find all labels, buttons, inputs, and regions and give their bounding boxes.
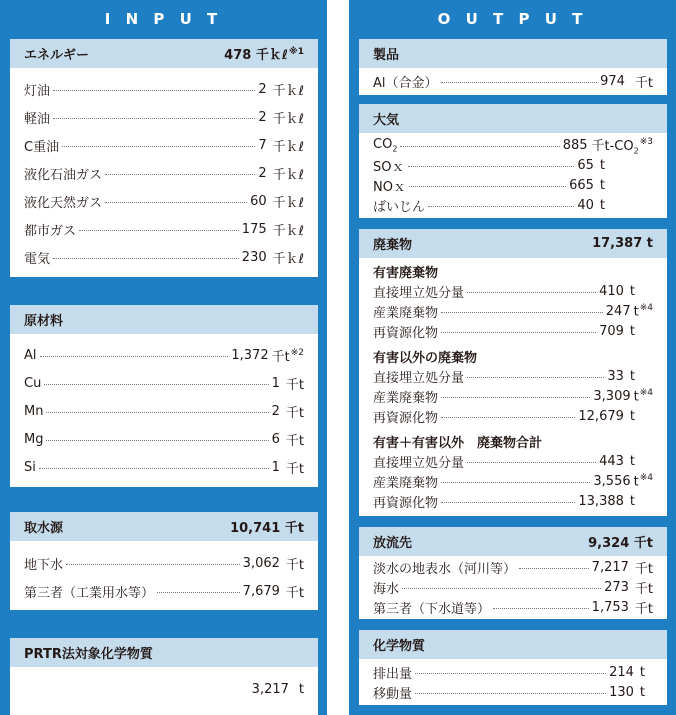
air-row: NOｘ 665 t — [373, 177, 605, 195]
waste-row: 直接埋立処分量 443 t — [373, 453, 635, 471]
waste-row: 直接埋立処分量 410 t — [373, 283, 635, 301]
waste-row: 直接埋立処分量 33 t — [373, 368, 635, 386]
energy-row: C重油 7 千ｋℓ — [24, 137, 304, 155]
waste-group-title: 有害以外の廃棄物 — [373, 350, 478, 366]
chemicals-row: 移動量 130 t — [373, 684, 645, 702]
discharge-total: 9,324 千t — [588, 536, 653, 551]
air-row: ばいじん 40 t — [373, 197, 605, 215]
waste-group-title: 有害廃棄物 — [373, 265, 439, 281]
waste-row: 再資源化物 13,388 t — [373, 493, 635, 511]
discharge-card — [359, 527, 667, 619]
energy-card — [10, 39, 318, 277]
discharge-header — [359, 527, 667, 556]
waste-title: 廃棄物 — [373, 238, 413, 253]
materials-title: 原材料 — [24, 314, 64, 329]
material-row: Si 1 千t — [24, 459, 304, 477]
product-title: 製品 — [373, 48, 400, 63]
water-header — [10, 512, 318, 541]
energy-row: 電気 230 千ｋℓ — [24, 249, 304, 267]
discharge-row: 第三者（下水道等） 1,753 千t — [373, 599, 653, 617]
waste-group-title: 有害＋有害以外 廃棄物合計 — [373, 435, 543, 451]
product-row: Al（合金） 974 千t — [373, 73, 653, 91]
air-row-co2: $CO_2$ 885 千$t-CO_2^{※3}$ — [373, 136, 653, 156]
waste-header — [359, 229, 667, 258]
waste-row: 産業廃棄物 247 $t^{※4}$ — [373, 302, 653, 321]
discharge-title: 放流先 — [373, 536, 413, 551]
prtr-row: 3,217 t — [251, 681, 304, 697]
air-title: 大気 — [373, 113, 400, 128]
energy-row: 軽油 2 千ｋℓ — [24, 109, 304, 127]
output-column — [349, 0, 676, 715]
product-card — [359, 39, 667, 95]
waste-row: 産業廃棄物 3,309 $t^{※4}$ — [373, 387, 653, 406]
energy-header — [10, 39, 318, 68]
prtr-title: PRTR法対象化学物質 — [24, 647, 153, 662]
energy-total: 478 千ｋℓ$^{※1}$ — [224, 46, 304, 63]
output-title: O U T P U T — [437, 10, 588, 28]
chemicals-header — [359, 630, 667, 659]
waste-card — [359, 229, 667, 516]
chemicals-card — [359, 630, 667, 705]
material-row: Cu 1 千t — [24, 375, 304, 393]
waste-total: 17,387 t — [592, 236, 653, 251]
prtr-header — [10, 638, 318, 667]
air-row: SOｘ 65 t — [373, 157, 605, 175]
materials-card — [10, 305, 318, 487]
chemicals-row: 排出量 214 t — [373, 664, 645, 682]
product-header — [359, 39, 667, 68]
waste-row: 産業廃棄物 3,556 $t^{※4}$ — [373, 472, 653, 491]
air-header — [359, 104, 667, 133]
energy-row: 灯油 2 千ｋℓ — [24, 81, 304, 99]
water-title: 取水源 — [24, 521, 64, 536]
input-column — [0, 0, 327, 715]
waste-row: 再資源化物 709 t — [373, 323, 635, 341]
material-row: Mn 2 千t — [24, 403, 304, 421]
waste-row: 再資源化物 12,679 t — [373, 408, 635, 426]
energy-row: 液化石油ガス 2 千ｋℓ — [24, 165, 304, 183]
energy-title: エネルギー — [24, 48, 90, 63]
water-row: 第三者（工業用水等） 7,679 千t — [24, 583, 304, 601]
air-card — [359, 104, 667, 218]
material-row: Mg 6 千t — [24, 431, 304, 449]
water-card — [10, 512, 318, 610]
material-row: Al 1,372 千$t^{※2}$ — [24, 347, 304, 365]
water-total: 10,741 千t — [230, 521, 304, 536]
energy-row: 都市ガス 175 千ｋℓ — [24, 221, 304, 239]
energy-row: 液化天然ガス 60 千ｋℓ — [24, 193, 304, 211]
water-row: 地下水 3,062 千t — [24, 555, 304, 573]
discharge-row: 海水 273 千t — [373, 579, 653, 597]
materials-header — [10, 305, 318, 334]
prtr-card — [10, 638, 318, 715]
discharge-row: 淡水の地表水（河川等） 7,217 千t — [373, 559, 653, 577]
chemicals-title: 化学物質 — [373, 639, 426, 654]
input-title: I N P U T — [104, 10, 223, 28]
